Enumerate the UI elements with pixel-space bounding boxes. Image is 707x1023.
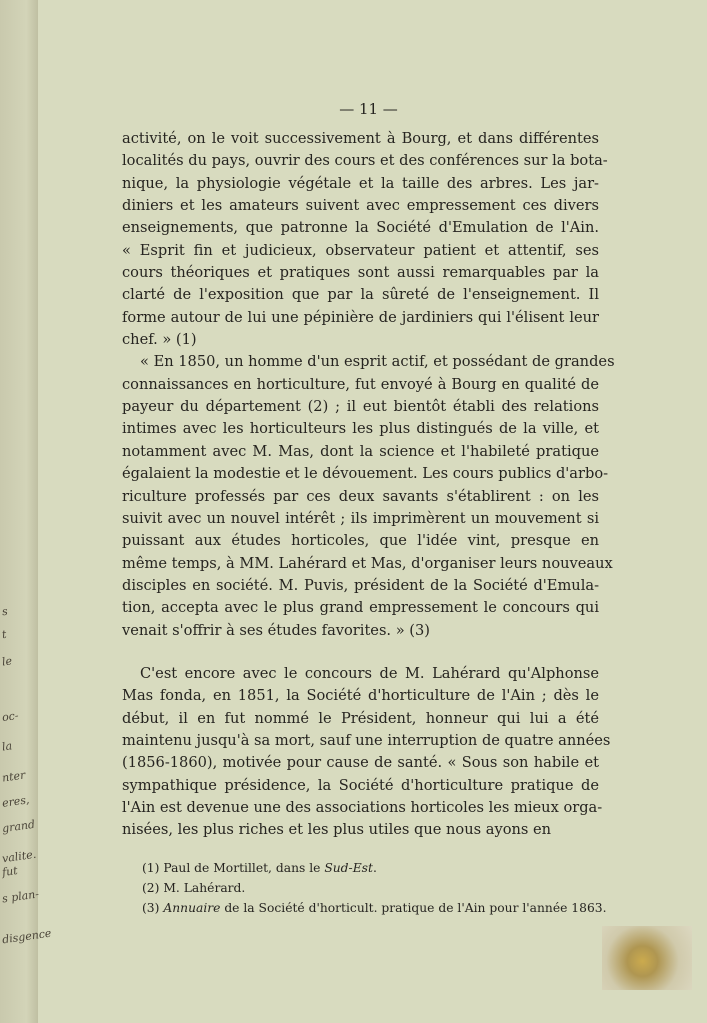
- page-body: [122, 128, 615, 842]
- margin-fragment: oc-: [1, 708, 20, 725]
- text-line: début, il en fut nommé le Président, honneur qui lui a été: [122, 709, 599, 727]
- paragraph-gap: [122, 642, 599, 663]
- text-line: connaissances en horticulture, fut envoyé à Bourg en qualité de: [122, 375, 599, 393]
- footnote-text: M. Lahérard.: [163, 881, 246, 895]
- text-line: (1856-1860), motivée pour cause de santé. « Sous son habile et: [122, 754, 599, 772]
- text-line: égalaient la modestie et le dévouement. Les cours publics d'arbo-: [122, 465, 609, 483]
- text-line: riculture professés par ces deux savants s'établirent : on les: [122, 487, 599, 505]
- text-line: nisées, les plus riches et les plus utiles que nous ayons en: [122, 821, 552, 839]
- footnote-2: [142, 878, 602, 898]
- margin-fragment: t: [1, 627, 8, 642]
- text-line: suivit avec un nouvel intérêt ; ils imprimèrent un mouvement si: [122, 509, 599, 527]
- text-line: forme autour de lui une pépinière de jardiniers qui l'élisent leur: [122, 308, 599, 326]
- footnote-number: (2): [142, 881, 160, 895]
- footnote-number: (3): [142, 901, 160, 915]
- margin-fragment: le: [1, 654, 13, 669]
- text-line: diniers et les amateurs suivent avec empressement ces divers: [122, 197, 599, 215]
- margin-fragment: disgence: [1, 926, 53, 947]
- photo-thumbnail: [602, 926, 692, 990]
- text-line: sympathique présidence, la Société d'horticulture pratique de: [122, 776, 599, 794]
- text-line: intimes avec les horticulteurs les plus distingués de la ville, et: [122, 420, 599, 438]
- margin-fragment: eres,: [1, 793, 31, 810]
- footnote-text: Paul de Mortillet, dans le: [163, 861, 325, 875]
- text-line: chef. » (1): [122, 331, 197, 349]
- text-line: maintenu jusqu'à sa mort, sauf une interruption de quatre années: [122, 731, 611, 749]
- text-line: payeur du département (2) ; il eut bientôt établi des relations: [122, 398, 599, 416]
- text-line: Mas fonda, en 1851, la Société d'horticulture de l'Ain ; dès le: [122, 687, 599, 705]
- text-line: cours théoriques et pratiques sont aussi remarquables par la: [122, 264, 599, 282]
- text-line: venait s'offrir à ses études favorites. » (3): [122, 621, 430, 639]
- text-line: l'Ain est devenue une des associations horticoles les mieux orga-: [122, 798, 603, 816]
- text-line: activité, on le voit successivement à Bourg, et dans différentes: [122, 130, 599, 147]
- text-line: « En 1850, un homme d'un esprit actif, et possédant de grandes: [140, 353, 615, 371]
- text-line: notamment avec M. Mas, dont la science et l'habileté pratique: [122, 442, 599, 460]
- text-line: tion, accepta avec le plus grand empressement le concours qui: [122, 599, 599, 617]
- text-line: C'est encore avec le concours de M. Lahérard qu'Alphonse: [140, 664, 599, 682]
- text-line: même temps, à MM. Lahérard et Mas, d'organiser leurs nouveaux: [122, 554, 613, 572]
- footnote-3: [142, 898, 607, 918]
- text-line: localités du pays, ouvrir des cours et des conférences sur la bota-: [122, 152, 608, 170]
- margin-fragment: grand: [1, 817, 36, 836]
- margin-fragment: valite.: [1, 847, 37, 866]
- text-line: « Esprit fin et judicieux, observateur patient et attentif, ses: [122, 241, 599, 259]
- margin-fragment: s: [1, 604, 9, 619]
- margin-fragment: nter: [1, 768, 27, 785]
- footnote-text: .: [372, 861, 377, 875]
- text-line: enseignements, que patronne la Société d'Emulation de l'Ain.: [122, 219, 599, 237]
- margin-fragment: fut: [1, 863, 19, 880]
- footnote-italic: Annuaire: [163, 901, 221, 915]
- text-line: disciples en société. M. Puvis, président de la Société d'Emula-: [122, 576, 599, 594]
- text-line: clarté de l'exposition que par la sûreté de l'enseignement. Il: [122, 286, 599, 304]
- footnote-1: [142, 858, 602, 878]
- footnote-italic: Sud-Est: [324, 861, 373, 875]
- page-number: — 11 —: [339, 100, 398, 118]
- footnotes: [142, 858, 607, 918]
- margin-fragment: s plan-: [1, 887, 40, 906]
- text-line: nique, la physiologie végétale et la taille des arbres. Les jar-: [122, 174, 599, 192]
- text-line: puissant aux études horticoles, que l'idée vint, presque en: [122, 532, 599, 550]
- footnote-number: (1): [142, 861, 160, 875]
- margin-fragment: la: [1, 739, 13, 754]
- footnote-text: de la Société d'horticult. pratique de l'Ain pour l'année 1863.: [220, 901, 607, 915]
